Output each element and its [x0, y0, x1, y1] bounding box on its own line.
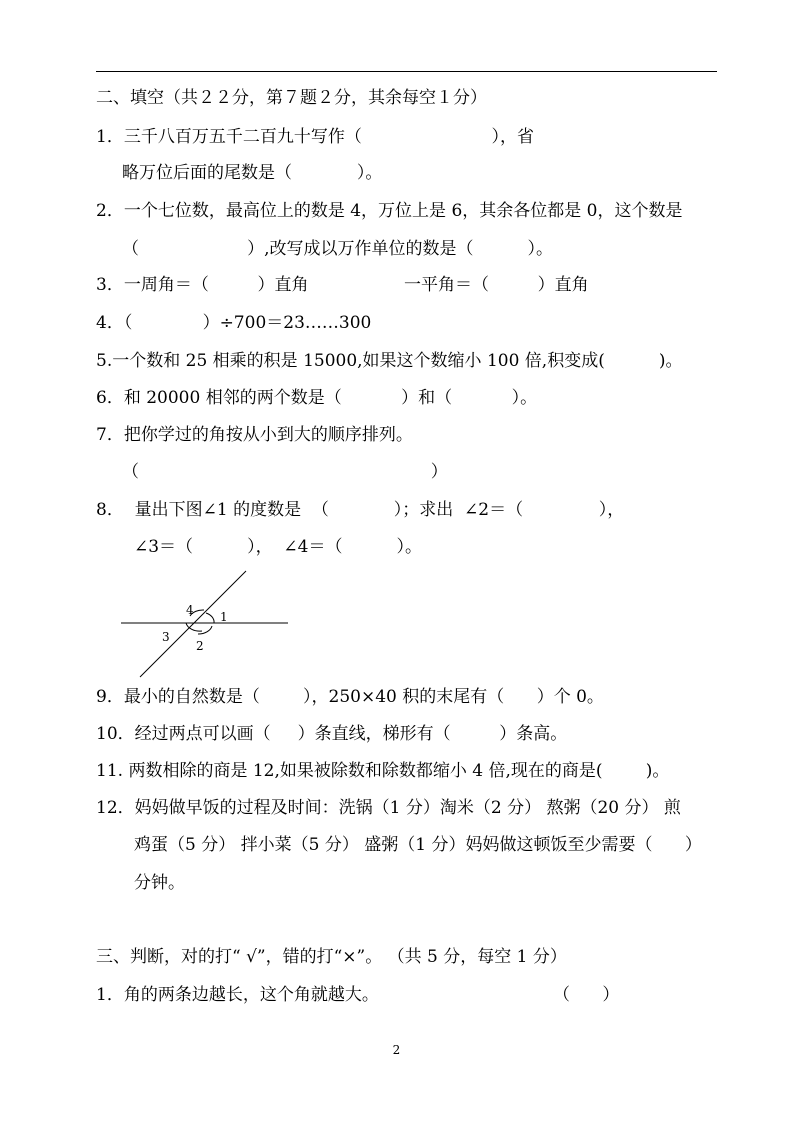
question-3-line-b: 一平角＝（ ）直角	[404, 275, 589, 295]
question-12-line-c: 分钟。	[134, 873, 185, 893]
question-10: 10．经过两点可以画（ ）条直线，梯形有（ ）条高。	[96, 724, 568, 744]
angle-1-arc	[206, 613, 214, 623]
question-8-line-b: ∠3＝（ ）， ∠4＝（ ）。	[134, 537, 423, 557]
question-5: 5.一个数和 25 相乘的积是 15000,如果这个数缩小 100 倍,积变成( )。	[96, 351, 683, 371]
question-4: 4．（ ）÷700＝23……300	[96, 313, 372, 333]
question-9: 9．最小的自然数是（ ），250×40 积的末尾有（ ）个 0。	[96, 687, 604, 707]
angle-label-4: 4	[186, 603, 194, 617]
angle-3-arc	[186, 623, 202, 631]
judge-question-1: 1．角的两条边越长，这个角就越大。	[96, 985, 379, 1005]
angle-label-2: 2	[196, 639, 204, 653]
section3-title: 三、判断，对的打“ √”，错的打“×”。 （共 5 分，每空 1 分）	[96, 947, 567, 967]
question-7-line-b: （ ）	[122, 462, 448, 482]
angle-figure	[118, 568, 298, 680]
angle-2-arc	[198, 626, 212, 634]
question-6: 6．和 20000 相邻的两个数是（ ）和（ ）。	[96, 388, 538, 408]
angle-label-3: 3	[162, 630, 170, 644]
angle-label-1: 1	[220, 610, 228, 624]
question-8-line-a: 8． 量出下图∠1 的度数是 （ ）；求出 ∠2＝（ ），	[96, 500, 625, 520]
question-2-line-a: 2．一个七位数，最高位上的数是 4，万位上是 6，其余各位都是 0，这个数是	[96, 201, 683, 221]
section2-title: 二、填空（共２２分，第７题２分，其余每空１分）	[96, 88, 487, 108]
question-7-line-a: 7．把你学过的角按从小到大的顺序排列。	[96, 425, 413, 445]
question-12-line-b: 鸡蛋（5 分） 拌小菜（5 分） 盛粥（1 分）妈妈做这顿饭至少需要（ ）	[134, 835, 702, 855]
question-1-line-a: 1．三千八百万五千二百九十写作（ ），省	[96, 127, 535, 147]
header-rule	[96, 71, 717, 72]
question-12-line-a: 12．妈妈做早饭的过程及时间：洗锅（1 分）淘米（2 分） 熬粥（20 分） 煎	[96, 798, 681, 818]
question-2-line-b: （ ）,改写成以万作单位的数是（ ）。	[122, 239, 554, 259]
question-1-line-b: 略万位后面的尾数是（ ）。	[122, 163, 383, 183]
question-3-line-a: 3．一周角＝（ ）直角	[96, 275, 309, 295]
question-11: 11. 两数相除的商是 12,如果被除数和除数都缩小 4 倍,现在的商是( )。	[96, 761, 670, 781]
page-number: 2	[392, 1043, 401, 1057]
judge-question-1-blank: （ ）	[553, 985, 620, 1005]
transversal-line	[140, 571, 246, 677]
